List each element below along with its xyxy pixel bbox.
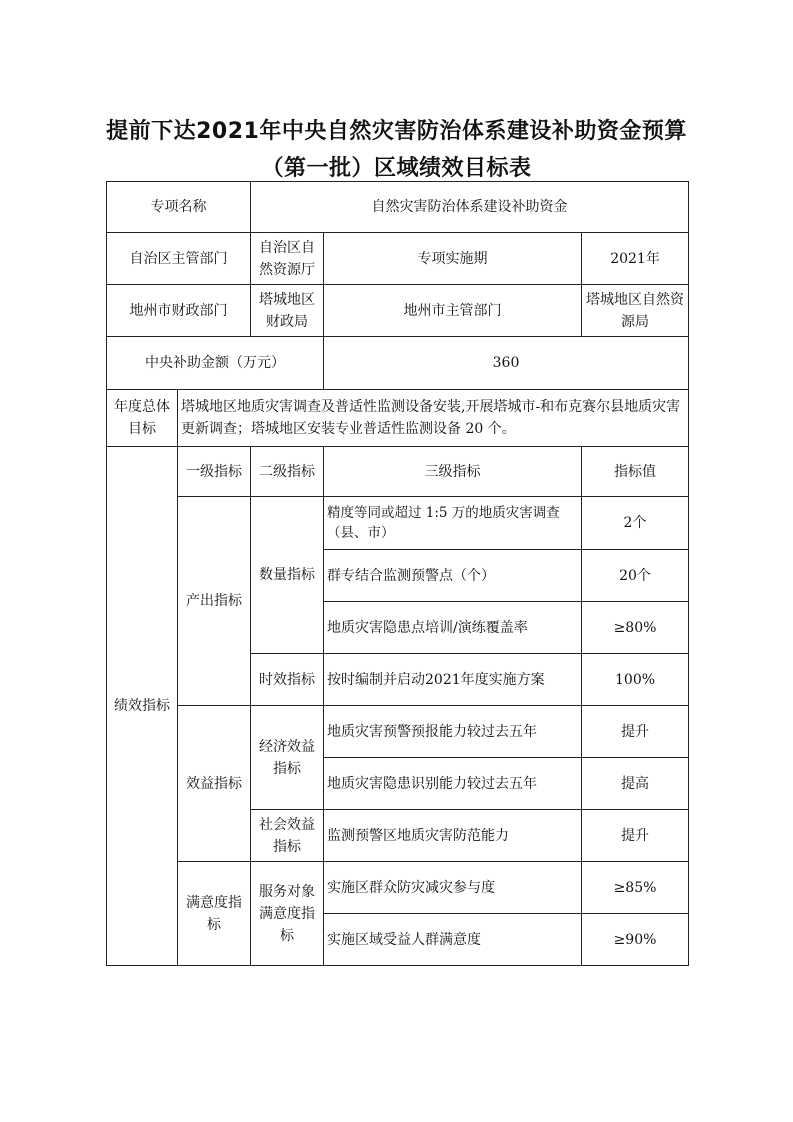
table-row — [107, 706, 689, 758]
indicator-name: 地质灾害隐患识别能力较过去五年 — [324, 758, 582, 810]
city-finance-value: 塔城地区财政局 — [251, 285, 324, 337]
region-dept-label: 自治区主管部门 — [107, 233, 251, 285]
indicators-section-label: 绩效指标 — [107, 447, 178, 966]
table-row — [107, 337, 689, 390]
project-name-value: 自然灾害防治体系建设补助资金 — [251, 182, 689, 233]
col-header-level2: 二级指标 — [251, 447, 324, 497]
indicator-name: 地质灾害预警预报能力较过去五年 — [324, 706, 582, 758]
table-row — [107, 390, 689, 447]
indicator-value: ≥90% — [582, 914, 689, 966]
city-dept-value: 塔城地区自然资源局 — [582, 285, 689, 337]
document-title-line1: 提前下达2021年中央自然灾害防治体系建设补助资金预算 — [106, 119, 687, 144]
indicator-name: 实施区域受益人群满意度 — [324, 914, 582, 966]
col-header-value: 指标值 — [582, 447, 689, 497]
satisfaction-indicator-label: 满意度指标 — [178, 862, 251, 966]
city-dept-label: 地州市主管部门 — [324, 285, 582, 337]
amount-value: 360 — [324, 337, 689, 390]
amount-label: 中央补助金额（万元） — [107, 337, 324, 390]
indicator-value: 提升 — [582, 706, 689, 758]
period-label: 专项实施期 — [324, 233, 582, 285]
indicator-value: 提高 — [582, 758, 689, 810]
timeliness-indicator-label: 时效指标 — [251, 654, 324, 706]
indicator-name: 精度等同或超过 1:5 万的地质灾害调查（县、市） — [324, 497, 582, 550]
table-row — [107, 447, 689, 497]
document-title-line2: （第一批）区域绩效目标表 — [261, 156, 532, 181]
goal-label: 年度总体目标 — [107, 390, 178, 447]
indicator-value: 20个 — [582, 550, 689, 602]
table-row — [107, 862, 689, 914]
indicator-name: 实施区群众防灾减灾参与度 — [324, 862, 582, 914]
economic-indicator-label: 经济效益指标 — [251, 706, 324, 810]
indicator-name: 监测预警区地质灾害防范能力 — [324, 810, 582, 862]
social-indicator-label: 社会效益指标 — [251, 810, 324, 862]
table-row — [107, 233, 689, 285]
goal-text: 塔城地区地质灾害调查及普适性监测设备安装,开展塔城市-和布克赛尔县地质灾害更新调查；塔城地区安装专业普适性监测设备 20 个。 — [178, 390, 689, 447]
table-row — [107, 182, 689, 233]
col-header-level3: 三级指标 — [324, 447, 582, 497]
table-row — [107, 285, 689, 337]
indicator-value: 2个 — [582, 497, 689, 550]
indicator-value: 提升 — [582, 810, 689, 862]
quantity-indicator-label: 数量指标 — [251, 497, 324, 654]
indicator-value: ≥80% — [582, 602, 689, 654]
region-dept-value: 自治区自然资源厅 — [251, 233, 324, 285]
col-header-level1: 一级指标 — [178, 447, 251, 497]
indicator-value: ≥85% — [582, 862, 689, 914]
indicator-name: 地质灾害隐患点培训/演练覆盖率 — [324, 602, 582, 654]
benefit-indicator-label: 效益指标 — [178, 706, 251, 862]
project-name-label: 专项名称 — [107, 182, 251, 233]
output-indicator-label: 产出指标 — [178, 497, 251, 706]
city-finance-label: 地州市财政部门 — [107, 285, 251, 337]
indicator-name: 群专结合监测预警点（个） — [324, 550, 582, 602]
indicator-name: 按时编制并启动2021年度实施方案 — [324, 654, 582, 706]
performance-target-table — [106, 181, 689, 966]
service-satisfaction-label: 服务对象满意度指标 — [251, 862, 324, 966]
indicator-value: 100% — [582, 654, 689, 706]
table-row — [107, 497, 689, 550]
period-value: 2021年 — [582, 233, 689, 285]
